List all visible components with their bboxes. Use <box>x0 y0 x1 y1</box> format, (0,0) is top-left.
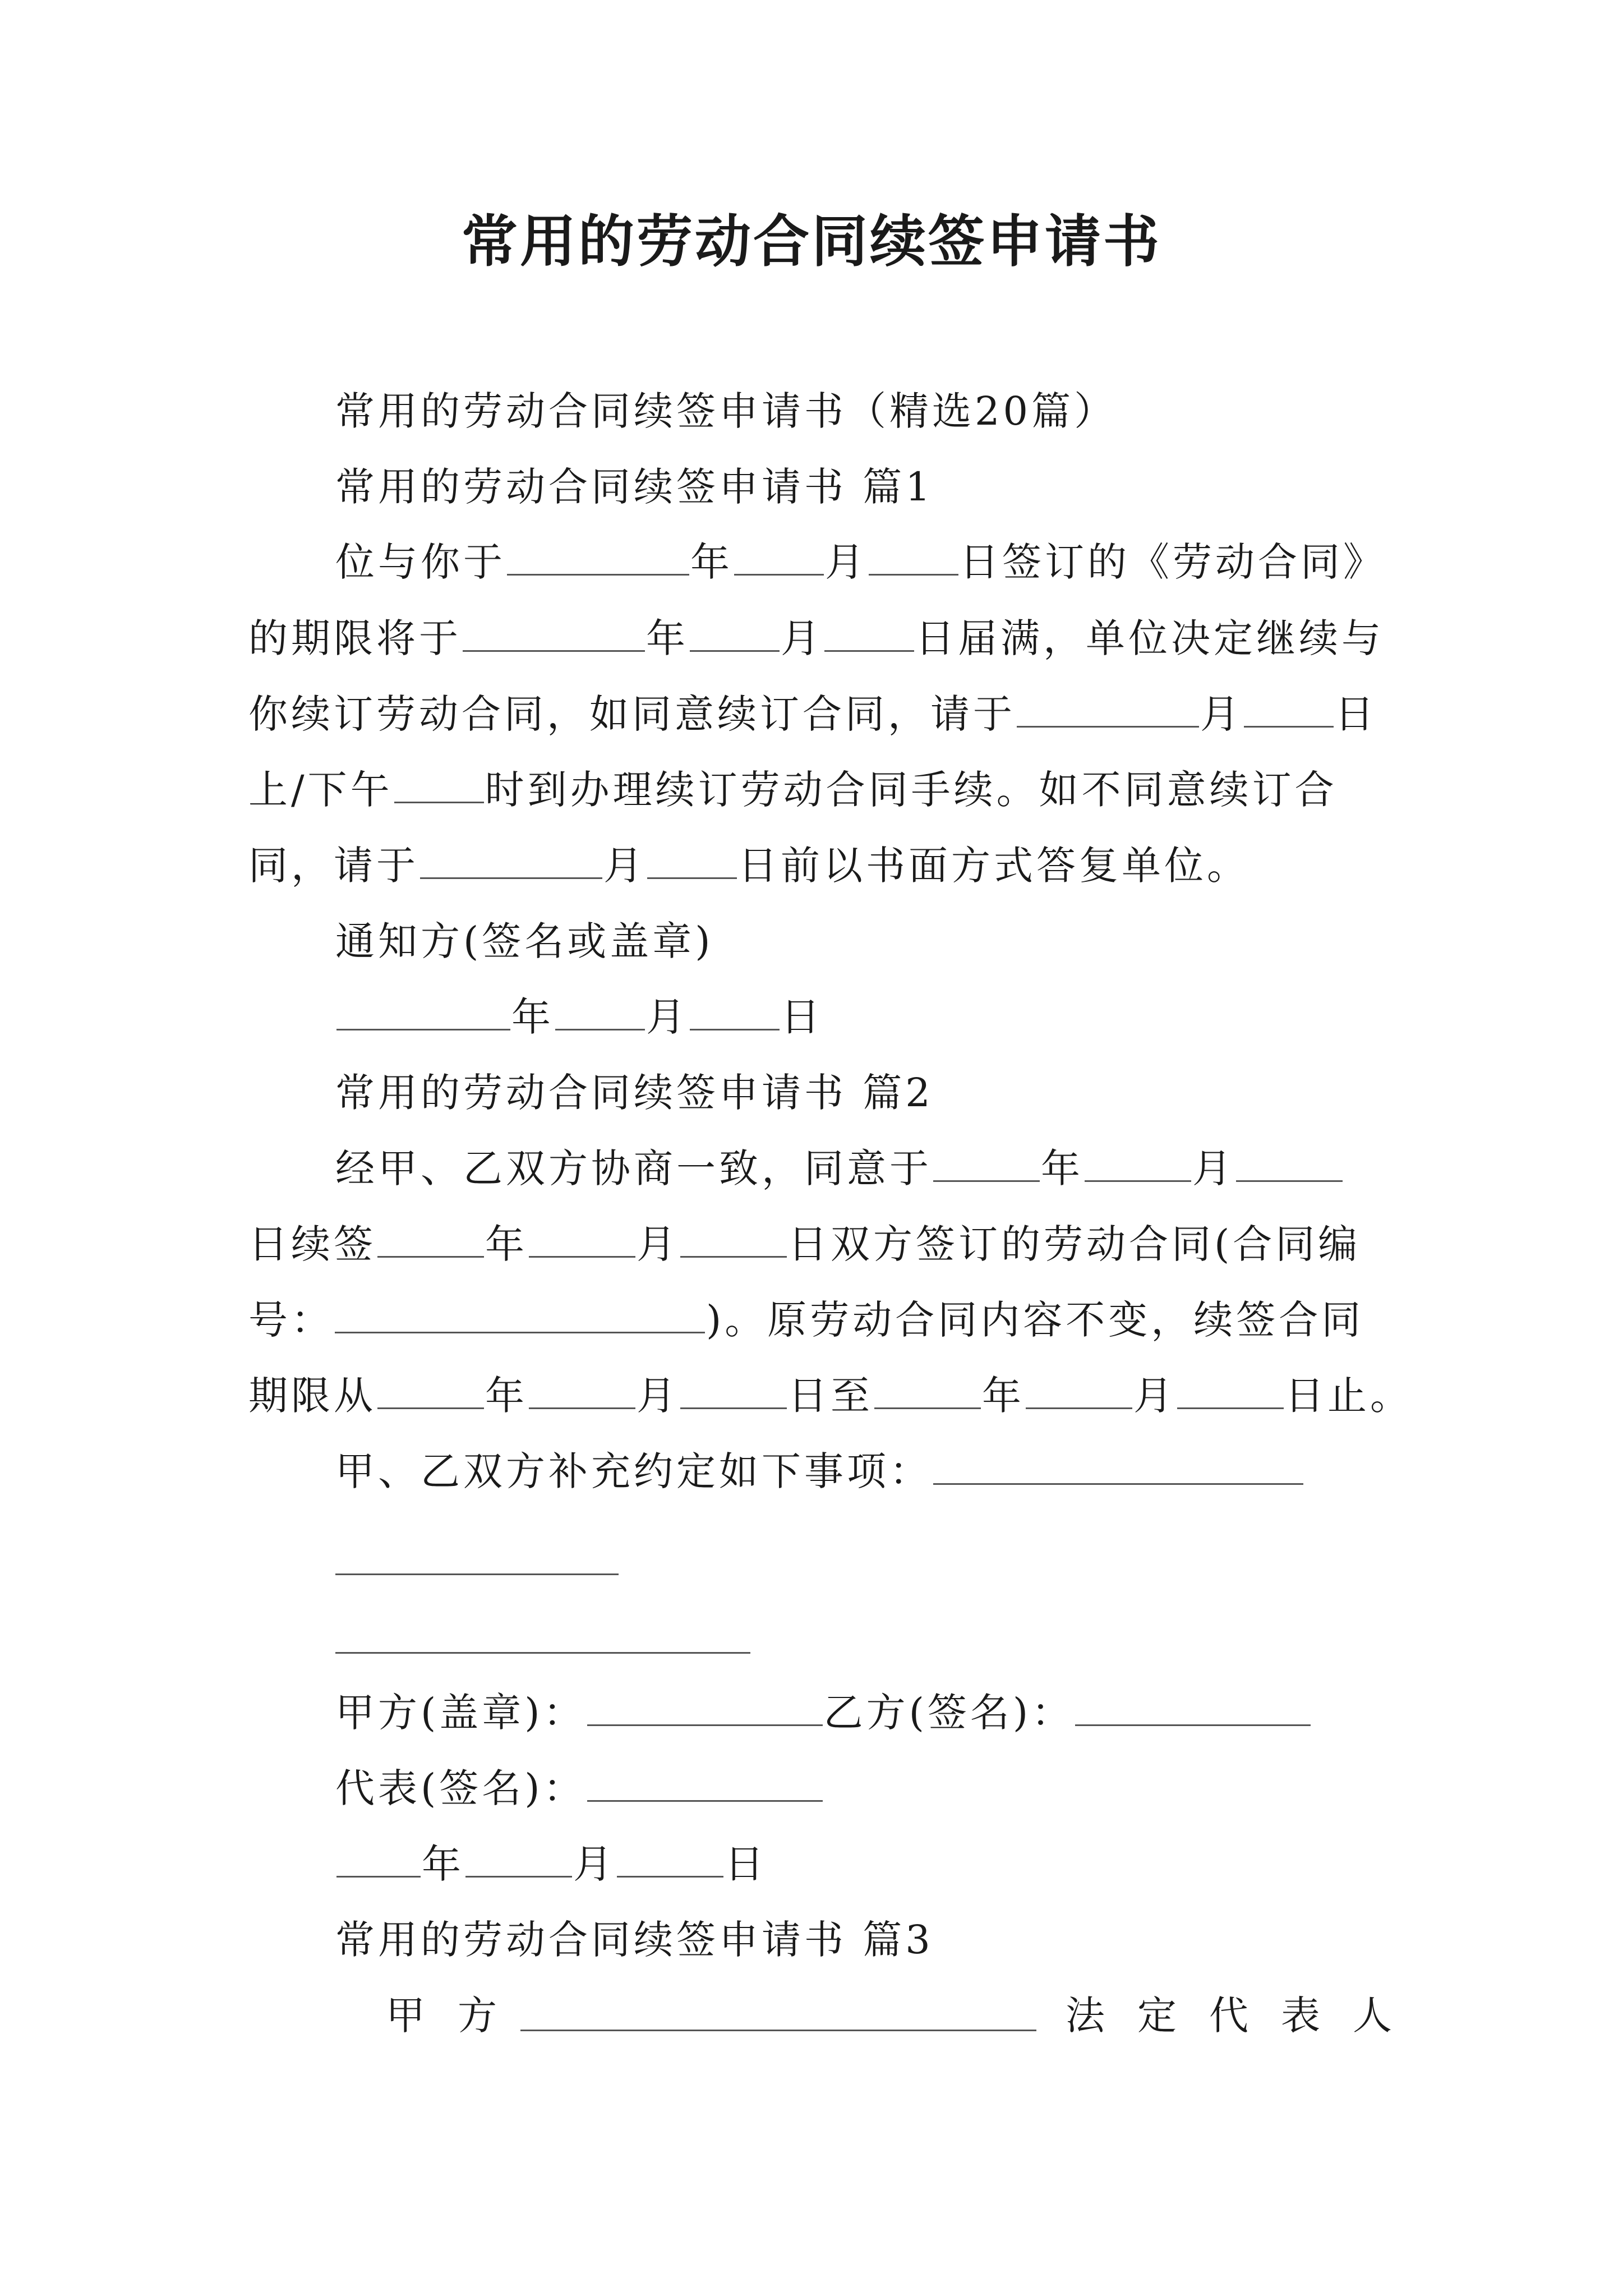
paragraph-1-line-4 <box>248 762 1338 818</box>
text-segment: 年 <box>690 539 733 585</box>
party-b-label: 乙方(签名)： <box>823 1690 1075 1736</box>
text-segment: 月 <box>1133 1373 1176 1419</box>
text-segment: 月 <box>781 615 823 661</box>
contract-number-blank <box>335 1298 705 1333</box>
text-segment: 月 <box>637 1373 679 1419</box>
blank-field <box>555 995 645 1030</box>
paragraph-2-line-2 <box>248 1216 1361 1272</box>
text-segment: 日 <box>725 1841 767 1887</box>
text-segment: 日至 <box>788 1373 873 1419</box>
blank-line <box>335 1573 619 1575</box>
text-segment: 年 <box>511 994 554 1040</box>
paragraph-1-line-5 <box>248 838 1249 894</box>
blank-line <box>520 2030 1036 2031</box>
text-segment: 年 <box>422 1841 464 1887</box>
text-segment: )。原劳动合同内容不变，续签合同 <box>706 1297 1364 1343</box>
paragraph-3-line-1 <box>386 1987 529 2044</box>
text-segment: 日止。 <box>1285 1373 1413 1419</box>
section-heading-3-text: 常用的劳动合同续签申请书 篇3 <box>335 1917 934 1963</box>
paragraph-1-line-3 <box>248 686 1377 742</box>
blank-field <box>1244 692 1334 728</box>
paragraph-2-line-4 <box>248 1368 1413 1424</box>
supplementary-terms-line <box>335 1443 1304 1499</box>
legal-representative-label: 法定代表人 <box>1066 1993 1424 2039</box>
party-a-blank <box>587 1691 823 1726</box>
blank-field <box>680 1222 787 1258</box>
paragraph-1-line-2 <box>248 610 1384 666</box>
blank-field <box>465 1842 572 1878</box>
representative-label: 代表(签名)： <box>335 1765 586 1811</box>
blank-field <box>463 616 645 652</box>
text-segment: 号： <box>248 1297 334 1343</box>
text-segment: 年 <box>646 615 689 661</box>
representative-line <box>335 1760 824 1816</box>
supplementary-terms-label: 甲、乙双方补充约定如下事项： <box>335 1448 932 1494</box>
blank-field <box>1085 1147 1191 1182</box>
text-segment: 年 <box>485 1373 528 1419</box>
blank-field <box>1026 1374 1132 1409</box>
blank-field <box>690 616 780 652</box>
legal-representative-label-line <box>1066 1987 1424 2044</box>
paragraph-1-line-1 <box>335 534 1386 590</box>
blank-field <box>1177 1374 1284 1409</box>
text-segment: 日 <box>781 994 823 1040</box>
date-line-1 <box>335 989 823 1045</box>
blank-field <box>933 1450 1303 1485</box>
blank-field <box>377 1374 484 1409</box>
text-segment: 你续订劳动合同，如同意续订合同，请于 <box>248 691 1016 737</box>
blank-field <box>377 1222 484 1258</box>
blank-field <box>680 1374 787 1409</box>
blank-field <box>394 768 484 803</box>
blank-field <box>824 616 914 652</box>
blank-field <box>874 1374 981 1409</box>
party-a-heading: 甲方 <box>386 1993 529 2039</box>
text-segment: 年 <box>485 1221 528 1267</box>
text-segment: 月 <box>825 539 868 585</box>
notify-party-label: 通知方(签名或盖章) <box>335 918 714 964</box>
text-segment: 期限从 <box>248 1373 376 1419</box>
text-segment: 同，请于 <box>248 843 419 889</box>
section-heading-1-text: 常用的劳动合同续签申请书 篇1 <box>335 464 934 510</box>
text-segment: 日签订的《劳动合同》 <box>960 539 1386 585</box>
section-heading-2 <box>335 1065 934 1121</box>
signature-line-parties <box>335 1685 1312 1741</box>
blank-field <box>1017 692 1199 728</box>
blank-field <box>336 995 510 1030</box>
blank-field <box>617 1842 723 1878</box>
blank-field <box>420 844 602 879</box>
blank-field <box>869 540 958 576</box>
subtitle-text: 常用的劳动合同续签申请书（精选20篇） <box>335 388 1117 434</box>
paragraph-2-line-1 <box>335 1140 1344 1197</box>
blank-field <box>690 995 780 1030</box>
text-segment: 月 <box>1200 691 1243 737</box>
blank-field <box>1236 1147 1343 1182</box>
text-segment: 月 <box>646 994 689 1040</box>
blank-field <box>933 1147 1040 1182</box>
section-heading-2-text: 常用的劳动合同续签申请书 篇2 <box>335 1070 934 1116</box>
text-segment: 上/下午 <box>248 767 393 813</box>
text-segment: 经甲、乙双方协商一致，同意于 <box>335 1145 932 1191</box>
text-segment: 月 <box>637 1221 679 1267</box>
text-segment: 的期限将于 <box>248 615 462 661</box>
blank-field <box>734 540 824 576</box>
text-segment: 年 <box>1041 1145 1083 1191</box>
section-heading-1 <box>335 459 934 515</box>
text-segment: 位与你于 <box>335 539 506 585</box>
blank-line <box>335 1652 750 1654</box>
text-segment: 月 <box>603 843 646 889</box>
blank-field <box>529 1222 635 1258</box>
text-segment: 日届满，单位决定继续与 <box>915 615 1384 661</box>
blank-field <box>336 1842 421 1878</box>
text-segment: 日双方签订的劳动合同(合同编 <box>788 1221 1361 1267</box>
party-b-blank <box>1075 1691 1311 1726</box>
text-segment: 日续签 <box>248 1221 376 1267</box>
document-title: 常用的劳动合同续签申请书 <box>462 208 1161 274</box>
blank-field <box>647 844 737 879</box>
date-line-2 <box>335 1836 767 1892</box>
text-segment: 日前以书面方式答复单位。 <box>738 843 1249 889</box>
section-heading-3 <box>335 1912 934 1968</box>
notify-party-line <box>335 913 714 969</box>
blank-field <box>507 540 689 576</box>
subtitle-line <box>335 383 1117 439</box>
party-a-label: 甲方(盖章)： <box>335 1690 586 1736</box>
text-segment: 月 <box>1192 1145 1235 1191</box>
text-segment: 年 <box>982 1373 1025 1419</box>
text-segment: 日 <box>1335 691 1377 737</box>
representative-blank <box>587 1766 823 1802</box>
paragraph-2-line-3 <box>248 1292 1364 1348</box>
blank-field <box>529 1374 635 1409</box>
text-segment: 时到办理续订劳动合同手续。如不同意续订合 <box>485 767 1338 813</box>
text-segment: 月 <box>573 1841 616 1887</box>
